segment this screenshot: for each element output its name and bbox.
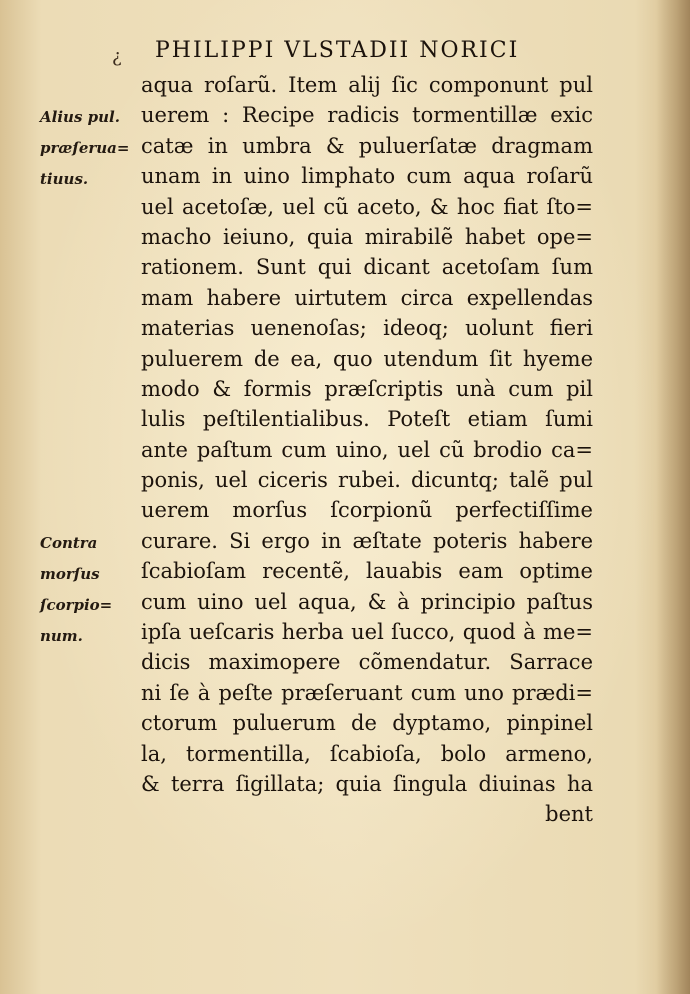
text-line: ponis, uel ciceris rubei. dicuntq; talẽ pul (141, 468, 593, 493)
text-line: ipſa ueſcaris herba uel ſucco, quod à me= (141, 620, 593, 645)
text-line: uerem morſus ſcorpionũ perfectiſſime (141, 498, 593, 523)
text-line: la, tormentilla, ſcabioſa, bolo armeno, (141, 741, 593, 766)
text-line: puluerem de ea, quo utendum ſit hyeme (141, 346, 593, 371)
text-line: lulis peſtilentialibus. Poteſt etiam ſumi (141, 407, 593, 432)
margin-note-line: morſus (40, 565, 100, 583)
text-line: dicis maximopere cõmendatur. Sarrace (141, 650, 593, 675)
text-line: ni ſe à peſte præſeruant cum uno prædi= (141, 680, 593, 705)
page-gutter-shadow (656, 0, 690, 994)
margin-note-alius-pulvis (40, 102, 144, 195)
margin-note-contra-morsus (40, 528, 144, 652)
catchword: bent (545, 802, 593, 827)
text-line: catæ in umbra & puluerſatæ dragmam (141, 133, 593, 158)
text-line: ante paſtum cum uino, uel cũ brodio ca= (141, 437, 593, 462)
margin-note-line: ſcorpio= (40, 596, 113, 614)
margin-note-line: Contra (40, 534, 98, 552)
text-line: cum uino uel aqua, & à principio paſtus (141, 589, 593, 614)
text-line: modo & formis præſcriptis unà cum pil (141, 376, 593, 401)
text-line: ctorum puluerum de dyptamo, pinpinel (141, 711, 593, 736)
text-line: curare. Si ergo in æſtate poteris habere (141, 528, 593, 553)
running-head: PHILIPPI VLSTADII NORICI (155, 38, 520, 63)
text-line: & terra ſigillata; quia ſingula diuinas ha (141, 771, 593, 796)
text-line: ſcabioſam recentẽ, lauabis eam optime (141, 559, 593, 584)
text-line: materias uenenoſas; ideoq; uolunt fieri (141, 316, 593, 341)
text-line: rationem. Sunt qui dicant acetoſam ſum (141, 255, 593, 280)
text-line: uerem : Recipe radicis tormentillæ exic (141, 103, 593, 128)
text-line: mam habere uirtutem circa expellendas (141, 285, 593, 310)
body-text (141, 70, 593, 830)
text-line: unam in uino limphato cum aqua roſarũ (141, 164, 593, 189)
text-line: uel acetoſæ, uel cũ aceto, & hoc fiat ſto= (141, 194, 593, 219)
margin-note-line: præſerua= (40, 139, 130, 157)
margin-note-line: num. (40, 627, 83, 645)
margin-note-line: Alius pul. (40, 108, 120, 126)
margin-note-line: tiuus. (40, 170, 89, 188)
text-line: macho ieiuno, quia mirabilẽ habet ope= (141, 224, 593, 249)
text-line: aqua roſarũ. Item alij ſic componunt pul (141, 73, 593, 97)
printer-mark: ¿ (112, 46, 122, 67)
